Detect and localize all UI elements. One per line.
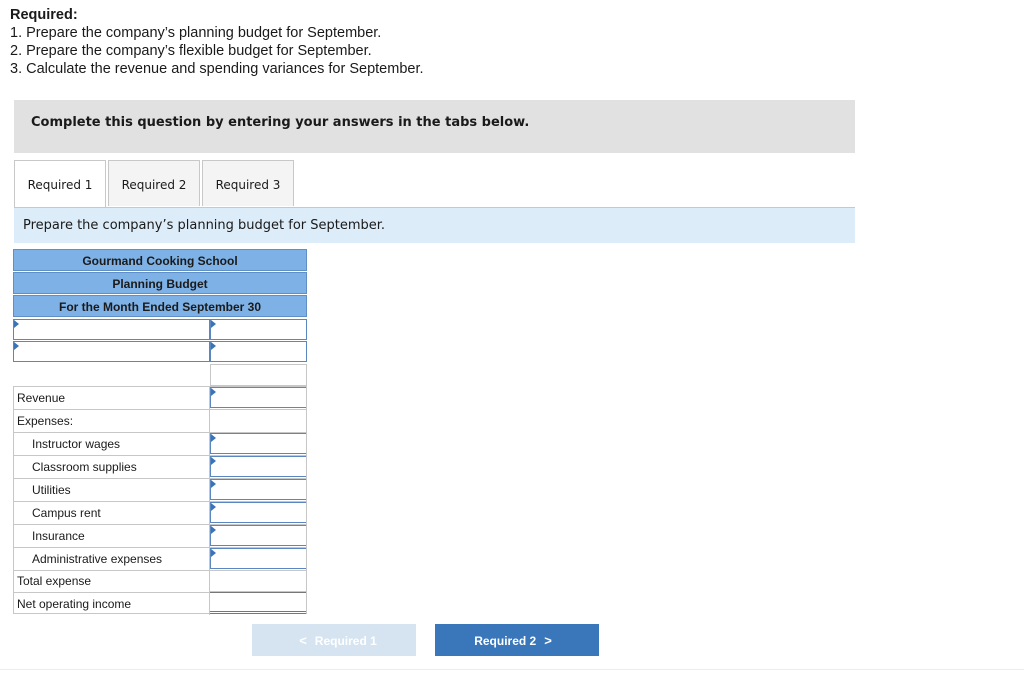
footer-divider (0, 669, 1024, 670)
instructions-banner (14, 100, 855, 153)
administrative-expenses-input[interactable] (210, 548, 307, 569)
chevron-left-icon: < (299, 632, 307, 648)
requirement-item: 2. Prepare the company’s flexible budget for September. (10, 43, 372, 59)
total-expense-value (210, 570, 307, 592)
requirements-block (10, 6, 424, 78)
campus-rent-input[interactable] (210, 502, 307, 523)
input-marker-icon (211, 342, 216, 350)
input-marker-icon (211, 320, 216, 328)
tab-instruction (14, 208, 855, 243)
requirement-item: 1. Prepare the company’s planning budget for September. (10, 25, 382, 41)
table-header-statement: Planning Budget (13, 272, 307, 294)
input-marker-icon (211, 526, 216, 534)
prev-tab-button[interactable] (252, 624, 416, 656)
prev-tab-label: Required 1 (314, 633, 377, 648)
input-marker-icon (211, 434, 216, 442)
table-row-expenses-heading (13, 410, 307, 433)
input-marker-icon (211, 480, 216, 488)
instruction-text: Prepare the company’s planning budget for September. (23, 218, 386, 233)
revenue-input[interactable] (210, 387, 307, 408)
row-label: Expenses: (13, 410, 210, 432)
input-marker-icon (14, 320, 19, 328)
row-label: Instructor wages (13, 433, 210, 455)
requirements-title: Required: (10, 7, 78, 23)
input-marker-icon (211, 503, 216, 511)
row-label: Campus rent (13, 502, 210, 524)
row-label: Insurance (13, 525, 210, 547)
activity-label-input-2[interactable] (13, 341, 210, 362)
tab-required-2[interactable]: Required 2 (108, 160, 200, 206)
net-operating-income-value (210, 592, 307, 614)
row-divider (13, 613, 210, 614)
row-label: Revenue (13, 387, 210, 409)
row-label: Total expense (13, 570, 210, 592)
tab-required-1[interactable]: Required 1 (14, 160, 106, 208)
activity-label-input[interactable] (13, 319, 210, 340)
row-label: Net operating income (13, 593, 210, 615)
input-marker-icon (14, 342, 19, 350)
row-label: Classroom supplies (13, 456, 210, 478)
utilities-input[interactable] (210, 479, 307, 500)
row-label: Utilities (13, 479, 210, 501)
instructor-wages-input[interactable] (210, 433, 307, 454)
banner-text: Complete this question by entering your answers in the tabs below. (31, 115, 530, 130)
insurance-input[interactable] (210, 525, 307, 546)
input-marker-icon (211, 549, 216, 557)
classroom-supplies-input[interactable] (210, 456, 307, 477)
chevron-right-icon: > (544, 632, 552, 648)
input-marker-icon (211, 457, 216, 465)
input-marker-icon (211, 388, 216, 396)
activity-value-input-2[interactable] (210, 341, 307, 362)
table-header-period: For the Month Ended September 30 (13, 295, 307, 317)
table-header-company: Gourmand Cooking School (13, 249, 307, 271)
next-tab-label: Required 2 (474, 633, 537, 648)
row-label: Administrative expenses (13, 548, 210, 570)
blank-cell (210, 364, 307, 386)
table-right-border (306, 387, 307, 614)
next-tab-button[interactable] (435, 624, 599, 656)
activity-value-input[interactable] (210, 319, 307, 340)
requirement-item: 3. Calculate the revenue and spending variances for September. (10, 61, 424, 77)
tab-required-3[interactable]: Required 3 (202, 160, 294, 206)
